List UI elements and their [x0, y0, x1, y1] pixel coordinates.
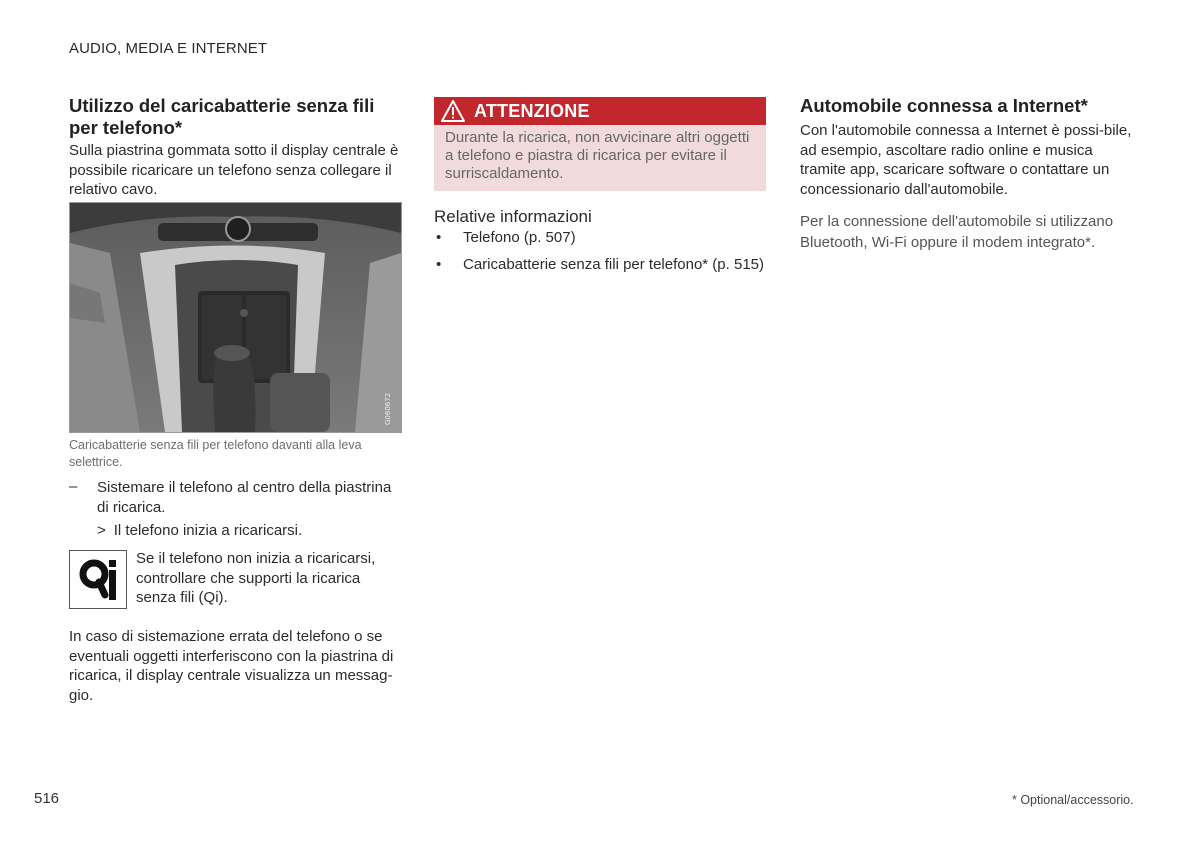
bullet: • [436, 229, 442, 246]
related-info-title: Relative informazioni [434, 207, 592, 226]
warning-header [434, 97, 766, 125]
related-info-list [434, 228, 766, 281]
warning-triangle-icon [441, 100, 465, 122]
result-marker: > [97, 522, 106, 539]
misplacement-paragraph: In caso di sistemazione errata del telefono o se eventuali oggetti interferiscono con la piastrina di ricarica, il display centrale visualizza un messag-gio. [69, 628, 394, 704]
wireless-charger-intro: Sulla piastrina gommata sotto il display centrale è possibile ricaricare un telefono senza collegare il relativo cavo. [69, 142, 399, 198]
warning-title: ATTENZIONE [474, 101, 590, 121]
step-result [97, 521, 302, 541]
section-header: AUDIO, MEDIA E INTERNET [69, 40, 268, 57]
connected-car-note: Per la connessione dell'automobile si utilizzano Bluetooth, Wi-Fi oppure il modem integrato*. [800, 213, 1114, 251]
warning-body [434, 125, 766, 191]
qi-note: Se il telefono non inizia a ricaricarsi, controllare che supporti la ricarica senza fili (Qi). [136, 550, 376, 606]
step-marker: – [69, 478, 78, 495]
qi-icon [70, 551, 126, 608]
photo-caption: Caricabatterie senza fili per telefono davanti alla leva selettrice. [69, 438, 362, 469]
page-number: 516 [34, 790, 60, 807]
related-link-telefono[interactable]: • Telefono (p. 507) [436, 229, 576, 246]
connected-car-intro: Con l'automobile connessa a Internet è possi-bile, ad esempio, ascoltare radio online e musica tramite app, scaricare software o contattare un concessionario dall'automobile. [800, 122, 1132, 198]
step-text: Sistemare il telefono al centro della piastrina di ricarica. [97, 479, 392, 516]
bullet: • [436, 255, 442, 273]
footnote: * Optional/accessorio. [1012, 793, 1134, 807]
result-text: Il telefono inizia a ricaricarsi. [113, 522, 303, 539]
related-link-wireless-charger[interactable]: • Caricabatterie senza fili per telefono* (p. 515) [436, 255, 764, 273]
qi-logo [69, 550, 127, 609]
wireless-charger-photo [69, 202, 402, 433]
photo-code: G060672 [384, 392, 392, 425]
warning-text: Durante la ricarica, non avvicinare altri oggetti a telefono e piastra di ricarica per evitare il surriscaldamento. [445, 129, 750, 182]
wireless-charger-heading: Utilizzo del caricabatterie senza fili per telefono* [69, 95, 375, 138]
connected-car-heading: Automobile connessa a Internet* [800, 95, 1088, 116]
